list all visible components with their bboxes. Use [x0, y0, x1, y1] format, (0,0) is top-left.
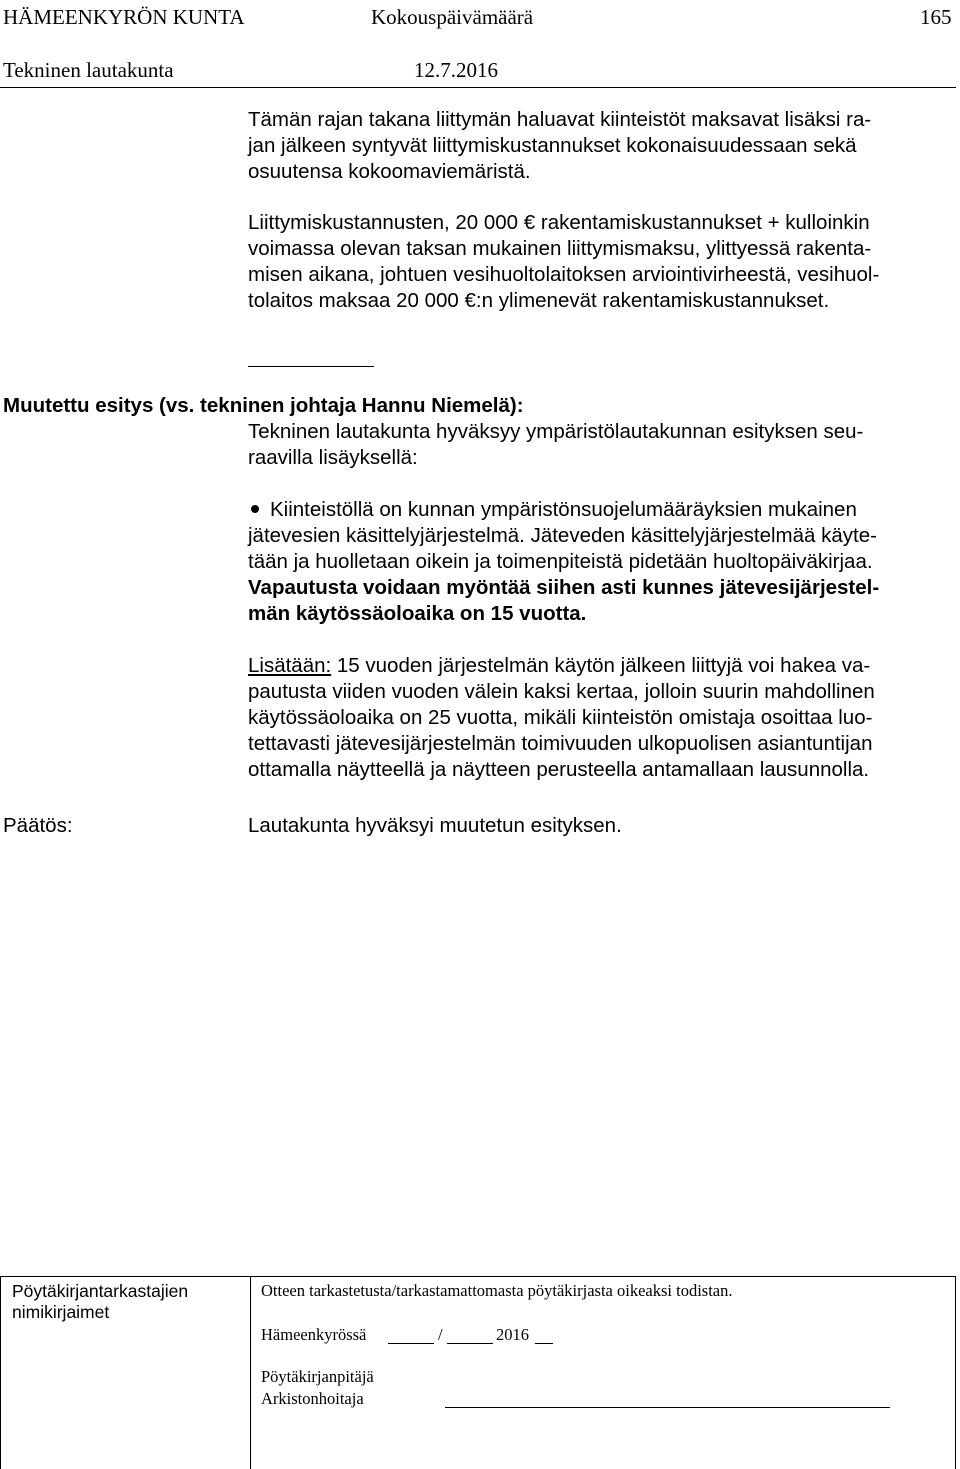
added-first-rest: 15 vuoden järjestelmän käytön jälkeen liittyjä voi hakea va-: [331, 654, 871, 677]
separator-rule: [248, 366, 374, 367]
added-line: tettavasti jätevesijärjestelmän toimivuuden ulkopuolisen asiantuntijan: [248, 732, 873, 755]
meeting-date-label: Kokouspäivämäärä: [371, 5, 534, 29]
footer-role-secretary: Pöytäkirjanpitäjä: [261, 1367, 374, 1386]
footer-top-border: [0, 1276, 956, 1277]
para2-line: misen aikana, johtuen vesihuoltolaitoksen arviointivirheestä, vesihuol-: [248, 263, 880, 286]
footer-slash: /: [438, 1325, 443, 1344]
para2-line: Liittymiskustannusten, 20 000 € rakentamiskustannukset + kulloinkin: [248, 211, 870, 234]
day-blank-line: [388, 1343, 434, 1344]
footer-initials-label-2: nimikirjaimet: [12, 1302, 110, 1322]
para1-line: osuutensa kokoomaviemäristä.: [248, 160, 531, 183]
added-first-line: [248, 654, 870, 678]
footer-place: Hämeenkyrössä: [261, 1325, 367, 1344]
added-line: pautusta viiden vuoden välein kaksi kertaa, jolloin suurin mahdollinen: [248, 680, 875, 703]
page-number: 165: [920, 5, 952, 29]
footer-right-border: [955, 1276, 956, 1469]
footer-divider: [250, 1276, 251, 1469]
added-line: ottamalla näytteellä ja näytteen perusteella antamallaan lausunnolla.: [248, 758, 870, 781]
committee-name: Tekninen lautakunta: [3, 58, 174, 82]
month-blank-line: [447, 1343, 493, 1344]
footer-initials-label: Pöytäkirjantarkastajien: [12, 1281, 189, 1301]
amended-intro-line: raavilla lisäyksellä:: [248, 446, 418, 469]
year-blank-line: [535, 1343, 553, 1344]
added-line: käytössäoloaika on 25 vuotta, mikäli kiinteistön omistaja osoittaa luo-: [248, 706, 873, 729]
added-label: Lisätään:: [248, 654, 332, 677]
footer-role-archivist: Arkistonhoitaja: [261, 1389, 364, 1408]
para2-line: voimassa olevan taksan mukainen liittymismaksu, ylittyessä rakenta-: [248, 237, 872, 260]
para1-line: jan jälkeen syntyvät liittymiskustannukset kokonaisuudessaan sekä: [248, 134, 857, 157]
decision-text: Lautakunta hyväksyi muutetun esityksen.: [248, 814, 622, 837]
para1-line: Tämän rajan takana liittymän haluavat kiinteistöt maksavat lisäksi ra-: [248, 108, 872, 131]
amended-heading: Muutettu esitys (vs. tekninen johtaja Hannu Niemelä):: [3, 394, 524, 417]
bullet-bold-line: män käytössäoloaika on 15 vuotta.: [248, 602, 587, 625]
bullet-dot-icon: [251, 505, 259, 513]
org-name: HÄMEENKYRÖN KUNTA: [3, 5, 245, 29]
footer-certify-text: Otteen tarkastetusta/tarkastamattomasta pöytäkirjasta oikeaksi todistan.: [261, 1281, 733, 1300]
bullet-line: Kiinteistöllä on kunnan ympäristönsuojelumääräyksien mukainen: [270, 498, 857, 521]
decision-label: Päätös:: [3, 814, 73, 837]
header-rule: [0, 87, 956, 88]
bullet-line: jätevesien käsittelyjärjestelmä. Jäteveden käsittelyjärjestelmää käyte-: [248, 524, 877, 547]
signature-line: [445, 1407, 890, 1408]
footer-year: 2016: [496, 1325, 529, 1344]
footer-left-border: [0, 1276, 1, 1469]
para2-line: tolaitos maksaa 20 000 €:n ylimenevät rakentamiskustannukset.: [248, 289, 830, 312]
bullet-bold-line: Vapautusta voidaan myöntää siihen asti kunnes jätevesijärjestel-: [248, 576, 880, 599]
meeting-date: 12.7.2016: [414, 58, 498, 82]
bullet-line: tään ja huolletaan oikein ja toimenpiteistä pidetään huoltopäiväkirjaa.: [248, 550, 873, 573]
amended-intro-line: Tekninen lautakunta hyväksyy ympäristölautakunnan esityksen seu-: [248, 420, 864, 443]
